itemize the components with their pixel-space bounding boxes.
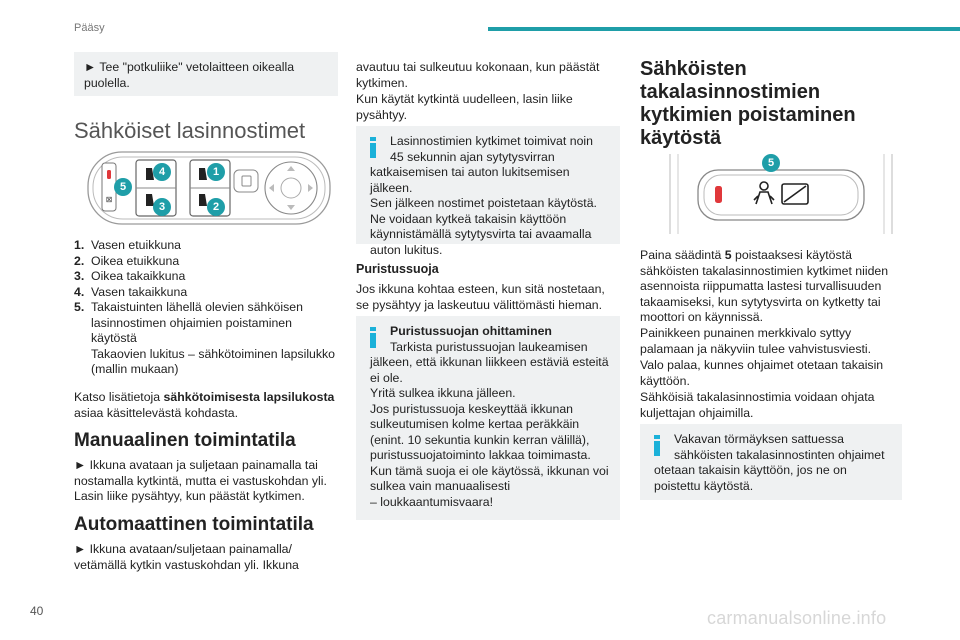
lockout-driver-control-text: Sähköisiä takalasinnostimia voidaan ohjata kuljettajan ohjaimilla. (640, 390, 875, 420)
automatic-mode-continued-text: avautuu tai sulkeutuu kokonaan, kun päästät kytkimen. (356, 60, 600, 90)
intro-note-box (74, 52, 338, 96)
info-icon (654, 435, 660, 457)
info-text: Ne voidaan kytkeä takaisin käyttöön käynnistämällä sytytysvirta tai avaamalla auton lukitus. (370, 211, 592, 257)
info-text: Sen jälkeen nostimet poistetaan käytöstä. (370, 196, 597, 210)
callout-badge-3: 3 (153, 198, 171, 216)
rear-lockout-figure (664, 152, 898, 236)
legend-item: 2. Oikea etuikkuna (74, 253, 180, 268)
collision-info-box (640, 424, 902, 500)
switch-timeout-info-box (356, 126, 620, 257)
legend-item: 4. Vasen takaikkuna (74, 284, 188, 299)
callout-badge-4: 4 (153, 163, 171, 181)
info-text: – loukkaantumisvaara! (370, 494, 494, 509)
svg-text:⊠: ⊠ (105, 195, 113, 204)
info-icon (370, 137, 376, 159)
lockout-led-text: Painikkeen punainen merkkivalo syttyy palamaan ja näkyviin tulee vahvistusviesti. (640, 326, 872, 356)
section-title-power-windows: Sähköiset lasinnostimet (74, 118, 306, 143)
callout-badge-5: 5 (762, 154, 780, 172)
info-text: Kun tämä suoja ei ole käytössä, ikkunan voi sulkea vain manuaalisesti (370, 463, 609, 493)
lockout-instruction-text: Paina säädintä 5 poistaaksesi käytöstä sähköisten takalasinnostimien kytkimet niiden asennoista riippumatta lastesi turvallisuuden takaamiseksi, kun sytytysvirta on kytketty tai moottori on käynnissä. (640, 248, 889, 324)
legend-item: 3. Oikea takaikkuna (74, 269, 186, 283)
legend-item: 1. Vasen etuikkuna (74, 238, 182, 252)
switch-legend-list (74, 238, 338, 378)
header-accent-bar (488, 27, 960, 31)
child-lock-reference: Katso lisätietoja sähkötoimisesta lapsilukosta asiaa käsittelevästä kohdasta. (74, 390, 335, 420)
section-title-automatic-mode: Automaattinen toimintatila (74, 514, 314, 535)
info-text: katkaisemisen tai auton lukitsemisen jälkeen. (370, 165, 570, 195)
window-switch-figure (86, 150, 332, 226)
info-title: Puristussuojan ohittaminen (390, 324, 552, 338)
info-text: jälkeen, että ikkunan liikkeen estäviä esteitä ei ole. (370, 355, 609, 385)
info-text: Jos puristussuoja keskeyttää ikkunan sulkeutumisen kolme kertaa peräkkäin (enint. 10 sekuntia kunkin kerran välillä), puristussuojatoiminto lakkaa toimimasta. (370, 401, 591, 462)
automatic-mode-stop-text: Kun käytät kytkintä uudelleen, lasin liike pysähtyy. (356, 92, 573, 122)
info-text: Yritä sulkea ikkuna jälleen. (370, 386, 516, 400)
info-text: otetaan takaisin käyttöön, jos ne on poistettu käytöstä. (654, 463, 847, 493)
legend-item: 5. Takaistuinten lähellä olevien sähköisen lasinnostimen ohjaimien poistaminen käytöstä Takaovien lukitus – sähkötoiminen lapsilukko (mallin mukaan) (74, 300, 336, 376)
info-first-line: Tarkista puristussuojan laukeamisen (390, 339, 588, 354)
info-first-lines: Lasinnostimien kytkimet toimivat noin 45 sekunnin ajan sytytysvirran (390, 134, 593, 164)
lockout-light-text: Valo palaa, kunnes ohjaimet otetaan takaisin käyttöön. (640, 358, 884, 388)
pinch-protection-text: Jos ikkuna kohtaa esteen, kun sitä nostetaan, se pysähtyy ja laskeutuu välittömästi hieman. (356, 282, 605, 312)
info-icon (370, 327, 376, 349)
pinch-override-info-box (356, 316, 620, 520)
info-first-lines: Vakavan törmäyksen sattuessa sähköisten takalasinnostinten ohjaimet (674, 432, 885, 462)
page-number: 40 (30, 604, 44, 618)
intro-note-text: ► Tee "potkuliike" vetolaitteen oikealla puolella. (84, 60, 295, 90)
manual-mode-text: ► Ikkuna avataan ja suljetaan painamalla tai nostamalla kytkintä, mutta ei vastuskohdan yli. Lasin liike pysähtyy, kun päästät kytkimen. (74, 458, 327, 503)
automatic-mode-text: ► Ikkuna avataan/suljetaan painamalla/ vetämällä kytkin vastuskohdan yli. Ikkuna (74, 542, 299, 572)
section-title-rear-window-lockout: Sähköisten takalasinnostimien kytkimien poistaminen käytöstä (640, 58, 856, 149)
callout-badge-5: 5 (114, 178, 132, 196)
section-title-manual-mode: Manuaalinen toimintatila (74, 430, 296, 451)
callout-badge-2: 2 (207, 198, 225, 216)
watermark: carmanualsonline.info (707, 608, 887, 628)
callout-badge-1: 1 (207, 163, 225, 181)
section-title-pinch-protection: Puristussuoja (356, 262, 439, 276)
header-section-label: Pääsy (74, 22, 105, 34)
